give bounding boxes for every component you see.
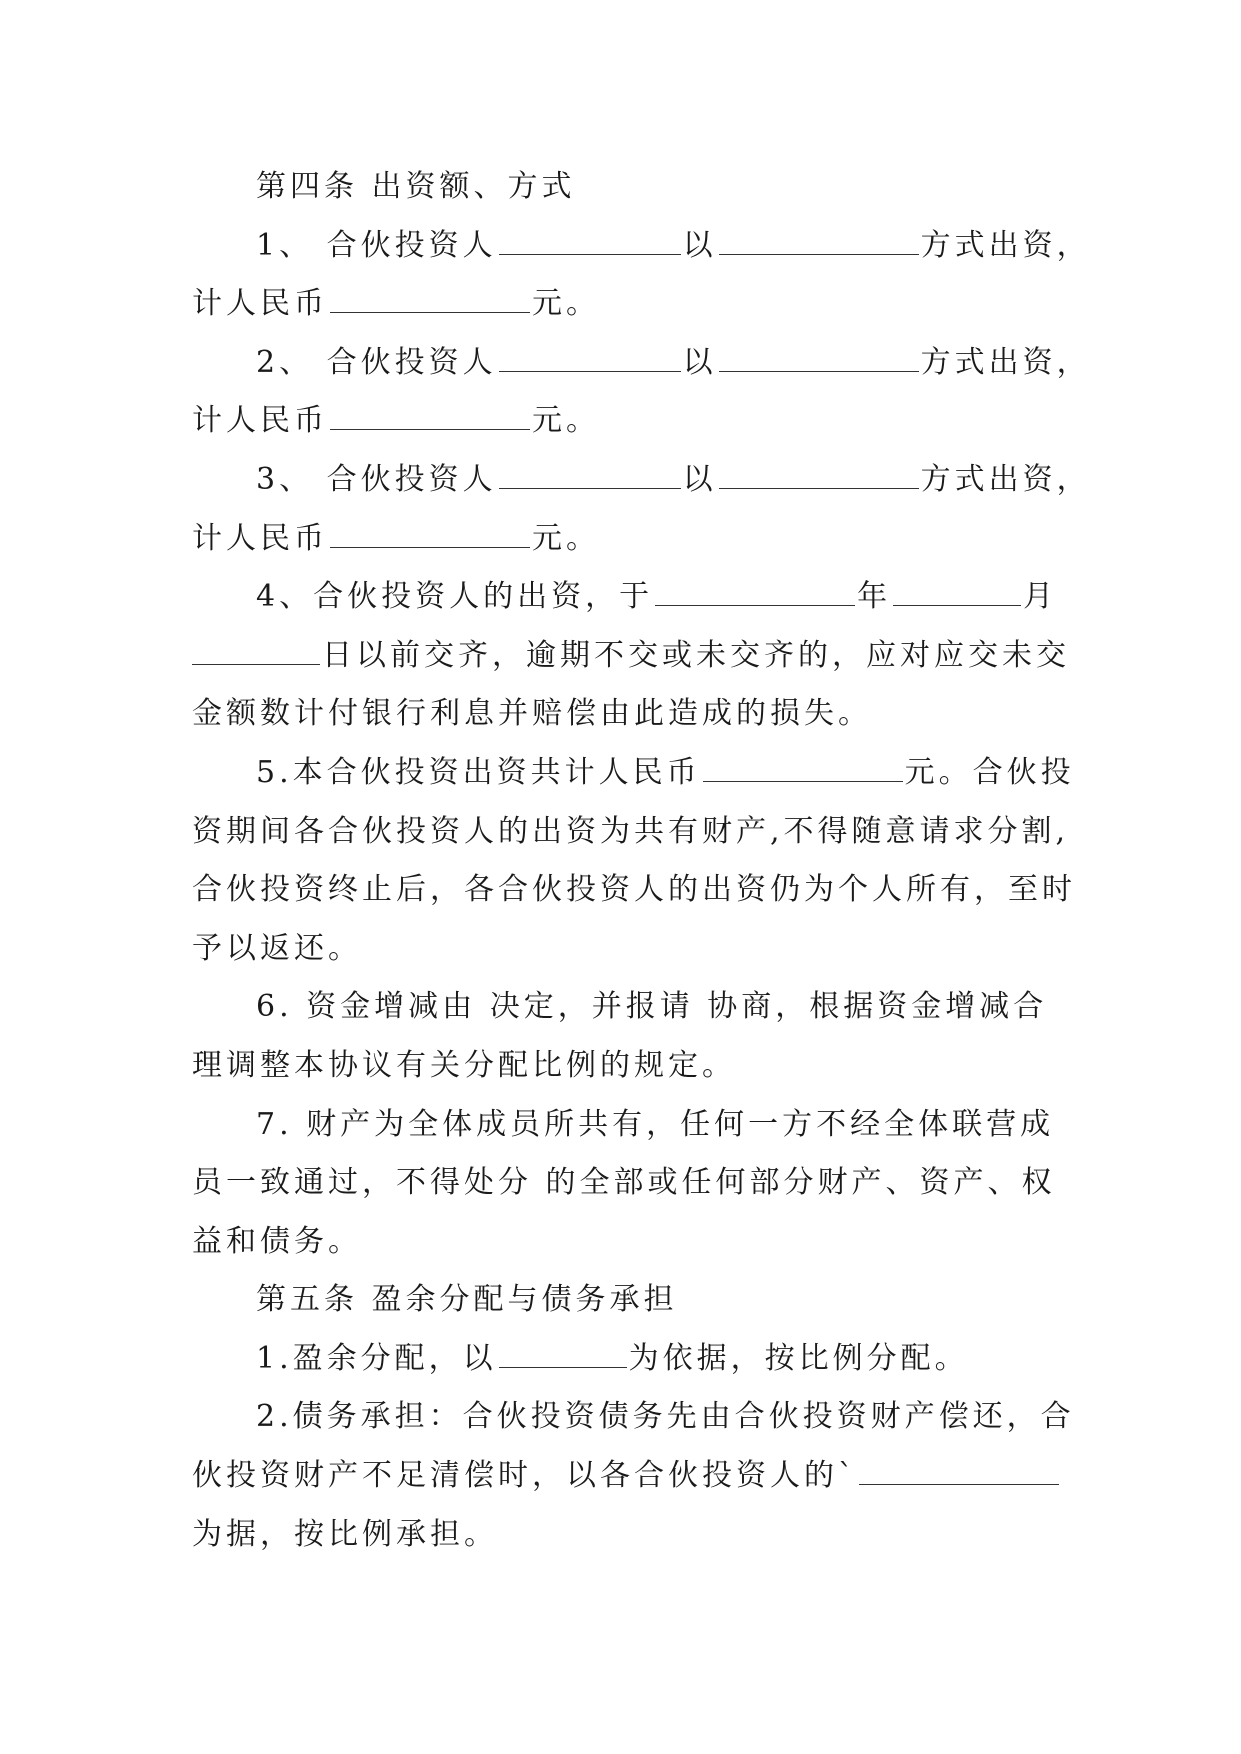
clause-text: 金额数计付银行利息并赔偿由此造成的损失。 xyxy=(192,696,872,732)
clause-text: 为据，按比例承担。 xyxy=(192,1516,498,1552)
clause-text: 予以返还。 xyxy=(192,930,362,966)
clause-line xyxy=(192,978,1062,1037)
clause-text: 伙投资财产不足清偿时，以各合伙投资人的` xyxy=(192,1458,857,1494)
clause-text: 日以前交齐，逾期不交或未交齐的，应对应交未交 xyxy=(322,637,1070,673)
clause-line xyxy=(192,275,1062,334)
blank-field xyxy=(330,403,530,430)
clause-line xyxy=(192,627,1070,686)
clause-text: 计人民币 xyxy=(192,520,328,556)
clause-text: 4、合伙投资人的出资，于 xyxy=(256,579,654,615)
clause-line xyxy=(192,1447,1062,1506)
clause-line xyxy=(192,685,1062,744)
clause-line xyxy=(192,1213,1062,1272)
clause-line xyxy=(192,744,1075,803)
clause-line xyxy=(192,1096,1062,1155)
blank-field xyxy=(330,521,530,548)
clause-text: 方式出资， xyxy=(920,344,1091,380)
clause-text: 3、 合伙投资人 xyxy=(256,461,497,497)
clause-4-2 xyxy=(192,334,1091,451)
clause-text: 合伙投资终止后，各合伙投资人的出资仍为个人所有，至时 xyxy=(192,872,1076,908)
clause-text: 以 xyxy=(682,461,717,497)
clause-text: 方式出资， xyxy=(920,227,1091,263)
blank-field xyxy=(859,1458,1059,1485)
clause-line xyxy=(192,803,1070,862)
blank-field xyxy=(499,462,681,489)
article-4-heading xyxy=(192,158,1062,217)
clause-4-7 xyxy=(192,1096,1062,1272)
clause-line xyxy=(192,568,1062,627)
blank-field xyxy=(719,462,919,489)
clause-text: 为依据，按比例分配。 xyxy=(628,1340,969,1376)
clause-text: 资期间各合伙投资人的出资为共有财产,不得随意请求分割, xyxy=(192,813,1070,849)
clause-text: 元。合伙投 xyxy=(904,754,1075,790)
clause-line xyxy=(192,392,1062,451)
clause-line xyxy=(192,861,1076,920)
blank-field xyxy=(893,579,1021,606)
clause-line xyxy=(192,217,1091,276)
clause-4-3 xyxy=(192,451,1091,568)
blank-field xyxy=(719,345,919,372)
clause-text: 计人民币 xyxy=(192,403,328,439)
clause-text: 方式出资， xyxy=(920,461,1091,497)
clause-line xyxy=(192,1037,1062,1096)
clause-text: 2、 合伙投资人 xyxy=(256,344,497,380)
clause-text: 理调整本协议有关分配比例的规定。 xyxy=(192,1047,736,1083)
clause-text: 益和债务。 xyxy=(192,1223,362,1259)
clause-text: 7. 财产为全体成员所共有，任何一方不经全体联营成 xyxy=(256,1106,1055,1142)
clause-line xyxy=(192,510,1062,569)
clause-text: 计人民币 xyxy=(192,286,328,322)
article-5-heading xyxy=(192,1271,1062,1330)
clause-text: 元。 xyxy=(532,520,600,556)
clause-line xyxy=(192,920,1062,979)
clause-5-2 xyxy=(192,1388,1075,1564)
clause-text: 员一致通过，不得处分 的全部或任何部分财产、资产、权 xyxy=(192,1165,1056,1201)
clause-text: 5.本合伙投资出资共计人民币 xyxy=(256,754,701,790)
clause-text: 1.盈余分配，以 xyxy=(256,1340,497,1376)
clause-line xyxy=(192,1388,1075,1447)
clause-line xyxy=(192,334,1091,393)
clause-text: 2.债务承担：合伙投资债务先由合伙投资财产偿还，合 xyxy=(256,1399,1075,1435)
blank-field xyxy=(703,755,903,782)
clause-4-5 xyxy=(192,744,1076,978)
clause-text: 月 xyxy=(1023,579,1058,615)
clause-text: 元。 xyxy=(532,403,600,439)
blank-field xyxy=(499,345,681,372)
blank-field xyxy=(330,286,530,313)
clause-text: 1、 合伙投资人 xyxy=(256,227,497,263)
blank-field xyxy=(499,1341,627,1368)
clause-line xyxy=(192,451,1091,510)
clause-text: 以 xyxy=(682,227,717,263)
heading-text: 第四条 出资额、方式 xyxy=(256,169,576,204)
clause-5-1 xyxy=(192,1330,1062,1389)
document-body xyxy=(192,158,1091,1564)
clause-4-1 xyxy=(192,217,1091,334)
blank-field xyxy=(655,579,855,606)
blank-field xyxy=(192,638,320,665)
clause-line xyxy=(192,1330,1062,1389)
clause-line xyxy=(192,1154,1062,1213)
clause-4-6 xyxy=(192,978,1062,1095)
clause-4-4 xyxy=(192,568,1070,744)
clause-text: 元。 xyxy=(532,286,600,322)
clause-text: 以 xyxy=(682,344,717,380)
clause-line xyxy=(192,1506,1062,1565)
blank-field xyxy=(499,228,681,255)
heading-text: 第五条 盈余分配与债务承担 xyxy=(256,1282,678,1318)
clause-text: 6. 资金增减由 决定，并报请 协商，根据资金增减合 xyxy=(256,989,1048,1025)
clause-text: 年 xyxy=(857,579,892,615)
blank-field xyxy=(719,228,919,255)
